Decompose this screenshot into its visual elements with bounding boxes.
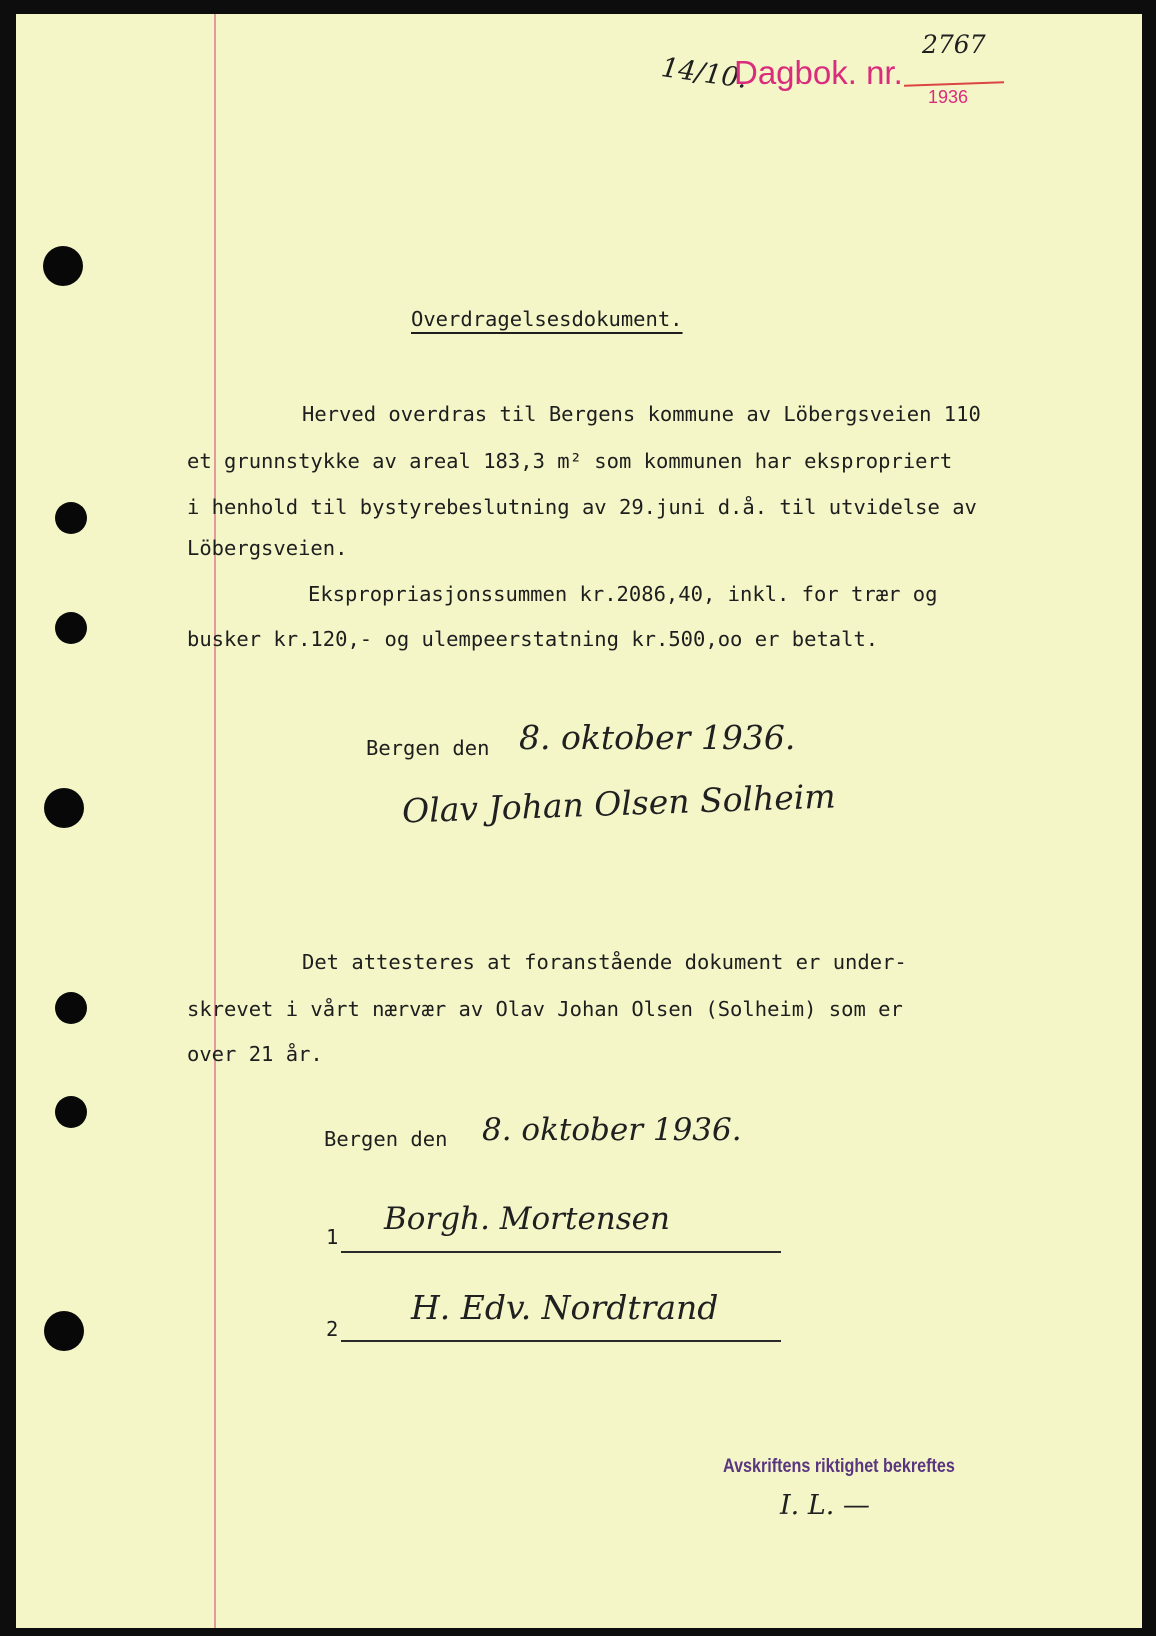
dagbok-year: 1936	[928, 87, 969, 107]
body-line: busker kr.120,- og ulempeerstatning kr.500,oo er betalt.	[187, 627, 879, 651]
place-label: Bergen den	[366, 736, 490, 760]
attestation-line: over 21 år.	[187, 1042, 323, 1066]
punch-hole	[55, 992, 87, 1024]
punch-hole	[55, 612, 87, 644]
witness-number: 2	[326, 1317, 339, 1341]
place-label: Bergen den	[324, 1127, 448, 1151]
handwritten-date: 8. oktober 1936.	[482, 1112, 742, 1148]
punch-hole	[44, 788, 84, 828]
witness-signature: H. Edv. Nordtrand	[411, 1288, 719, 1327]
document-title: Overdragelsesdokument.	[411, 307, 683, 331]
dagbok-stamp-label: Dagbok. nr.	[734, 54, 903, 91]
punch-hole	[44, 1311, 84, 1351]
body-line: Herved overdras til Bergens kommune av Löbergsveien 110	[302, 402, 981, 426]
signature-line	[341, 1340, 781, 1342]
attestation-line: skrevet i vårt nærvær av Olav Johan Olsen (Solheim) som er	[187, 997, 903, 1021]
handwritten-date: 14/10.	[659, 52, 750, 95]
certification-initials: I. L. —	[780, 1490, 870, 1521]
signature-line	[341, 1251, 781, 1253]
punch-hole	[55, 502, 87, 534]
handwritten-date: 8. oktober 1936.	[519, 718, 796, 757]
margin-rule	[214, 14, 216, 1628]
witness-signature: Borgh. Mortensen	[384, 1201, 670, 1237]
owner-signature: Olav Johan Olsen Solheim	[401, 776, 837, 831]
body-line: Löbergsveien.	[187, 536, 348, 560]
document-page	[16, 14, 1142, 1628]
punch-hole	[43, 246, 83, 286]
certification-stamp: Avskriftens riktighet bekreftes	[723, 1456, 955, 1477]
punch-hole	[55, 1096, 87, 1128]
body-line: et grunnstykke av areal 183,3 m² som kommunen har ekspropriert	[187, 449, 953, 473]
stamp-underline	[904, 81, 1004, 86]
witness-number: 1	[326, 1225, 339, 1249]
body-line: i henhold til bystyrebeslutning av 29.juni d.å. til utvidelse av	[187, 495, 977, 519]
attestation-line: Det attesteres at foranstående dokument er under-	[302, 950, 907, 974]
dagbok-number: 2767	[922, 30, 986, 59]
body-line: Ekspropriasjonssummen kr.2086,40, inkl. for trær og	[308, 582, 938, 606]
